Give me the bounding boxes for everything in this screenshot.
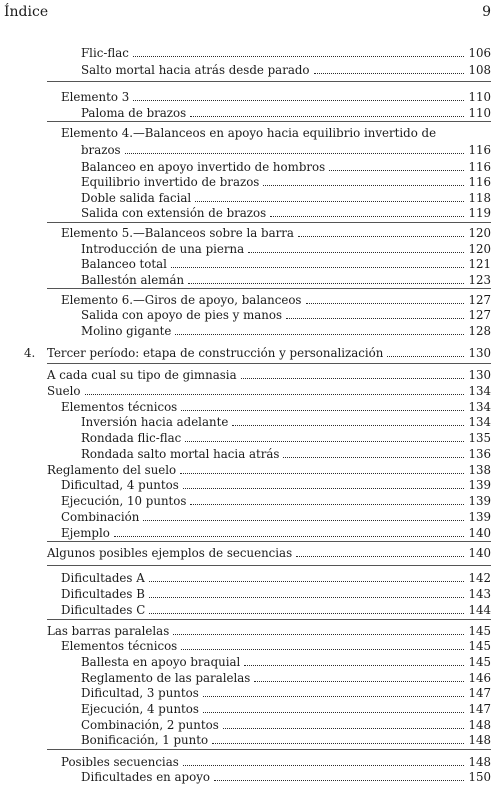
toc-entry-title: Las barras paralelas bbox=[47, 624, 170, 638]
toc-entry-title: Suelo bbox=[47, 384, 81, 398]
toc-entry-page: 110 bbox=[468, 106, 491, 120]
toc-entry-title: Elemento 4.—Balanceos en apoyo hacia equilibrio invertido de bbox=[61, 126, 437, 140]
section-divider bbox=[47, 363, 491, 364]
toc-entry[interactable] bbox=[81, 324, 491, 339]
toc-entry[interactable] bbox=[61, 494, 491, 509]
toc-entry-page: 139 bbox=[468, 478, 491, 492]
toc-entry[interactable] bbox=[47, 368, 491, 383]
toc-entry-title: Paloma de brazos bbox=[81, 106, 187, 120]
toc-entry-title: A cada cual su tipo de gimnasia bbox=[47, 368, 237, 382]
toc-entry-page: 148 bbox=[468, 733, 491, 747]
toc-entry-page: 120 bbox=[468, 226, 491, 240]
toc-entry-title: Elemento 6.—Giros de apoyo, balanceos bbox=[61, 293, 302, 307]
dot-leader bbox=[212, 733, 464, 744]
toc-entry-page: 147 bbox=[468, 686, 491, 700]
toc-entry-page: 130 bbox=[468, 368, 491, 382]
toc-entry-title: Algunos posibles ejemplos de secuencias bbox=[47, 546, 293, 560]
toc-entry-title: Salida con apoyo de pies y manos bbox=[81, 308, 283, 322]
toc-entry[interactable] bbox=[81, 655, 491, 670]
dot-leader bbox=[173, 624, 464, 635]
toc-entry-title: Elemento 3 bbox=[61, 90, 130, 104]
dot-leader bbox=[248, 242, 464, 253]
toc-entry-title: Dificultades B bbox=[61, 587, 145, 601]
toc-entry[interactable] bbox=[81, 273, 491, 288]
toc-entry-title: Elementos técnicos bbox=[61, 639, 178, 653]
toc-entry-title: Combinación, 2 puntos bbox=[81, 718, 219, 732]
toc-entry-page: 127 bbox=[468, 293, 491, 307]
toc-entry-title: Rondada flic-flac bbox=[81, 431, 182, 445]
dot-leader bbox=[125, 143, 465, 154]
toc-entry-page: 108 bbox=[468, 63, 491, 77]
toc-entry-page: 150 bbox=[468, 770, 491, 784]
toc-entry-page: 116 bbox=[468, 160, 491, 174]
dot-leader bbox=[85, 384, 465, 395]
dot-leader bbox=[180, 463, 464, 474]
toc-entry-page: 134 bbox=[468, 384, 491, 398]
section-divider bbox=[47, 288, 491, 289]
dot-leader bbox=[263, 175, 464, 186]
dot-leader bbox=[283, 447, 464, 458]
toc-entry[interactable] bbox=[47, 546, 491, 561]
toc-entry[interactable] bbox=[81, 143, 491, 158]
toc-entry-title: Doble salida facial bbox=[81, 191, 192, 205]
toc-entry[interactable] bbox=[81, 257, 491, 272]
toc-entry-page: 139 bbox=[468, 510, 491, 524]
toc-entry[interactable] bbox=[61, 400, 491, 415]
dot-leader bbox=[306, 293, 465, 304]
toc-entry[interactable] bbox=[61, 639, 491, 654]
toc-entry[interactable] bbox=[61, 755, 491, 770]
toc-entry-page: 121 bbox=[468, 257, 491, 271]
dot-leader bbox=[149, 587, 465, 598]
dot-leader bbox=[175, 324, 464, 335]
dot-leader bbox=[254, 671, 464, 682]
section-divider bbox=[47, 81, 491, 82]
section-divider bbox=[47, 541, 491, 542]
section-divider bbox=[47, 619, 491, 620]
toc-entry[interactable] bbox=[61, 571, 491, 586]
dot-leader bbox=[244, 655, 464, 666]
toc-entry-page: 147 bbox=[468, 702, 491, 716]
toc-entry-title: Salto mortal hacia atrás desde parado bbox=[81, 63, 310, 77]
toc-entry-title: Elementos técnicos bbox=[61, 400, 178, 414]
toc-entry-title: Flic-flac bbox=[81, 46, 129, 60]
dot-leader bbox=[183, 755, 465, 766]
toc-entry-page: 106 bbox=[468, 46, 491, 60]
dot-leader bbox=[181, 639, 464, 650]
toc-entry-page: 130 bbox=[468, 346, 491, 360]
dot-leader bbox=[298, 226, 465, 237]
toc-entry[interactable] bbox=[61, 293, 491, 308]
toc-entry-page: 140 bbox=[468, 546, 491, 560]
toc-entry[interactable] bbox=[81, 733, 491, 748]
toc-entry-page: 136 bbox=[468, 447, 491, 461]
toc-entry-page: 116 bbox=[468, 143, 491, 157]
toc-entry[interactable] bbox=[61, 510, 491, 525]
toc-entry-page: 148 bbox=[468, 755, 491, 769]
toc-entry[interactable] bbox=[81, 175, 491, 190]
toc-entry[interactable] bbox=[81, 686, 491, 701]
toc-entry-title: Ejecución, 10 puntos bbox=[61, 494, 187, 508]
dot-leader bbox=[203, 686, 465, 697]
toc-entry-page: 145 bbox=[468, 624, 491, 638]
dot-leader bbox=[241, 368, 465, 379]
toc-entry-title: Bonificación, 1 punto bbox=[81, 733, 209, 747]
chapter-number: 4. bbox=[24, 346, 36, 360]
dot-leader bbox=[387, 346, 464, 357]
toc-entry-title: Combinación bbox=[61, 510, 140, 524]
toc-entry-title: Salida con extensión de brazos bbox=[81, 206, 267, 220]
section-divider bbox=[47, 222, 491, 223]
toc-entry-page: 120 bbox=[468, 242, 491, 256]
toc-entry-page: 138 bbox=[468, 463, 491, 477]
toc-entry-title: Balanceo total bbox=[81, 257, 167, 271]
toc-entry[interactable] bbox=[81, 702, 491, 717]
toc-entry-page: 134 bbox=[468, 415, 491, 429]
dot-leader bbox=[114, 526, 465, 537]
toc-entry-title: Dificultad, 4 puntos bbox=[61, 478, 179, 492]
toc-entry-page: 148 bbox=[468, 718, 491, 732]
toc-entry-title: Ejecución, 4 puntos bbox=[81, 702, 199, 716]
toc-entry-page: 143 bbox=[468, 587, 491, 601]
toc-entry-title: Balanceo en apoyo invertido de hombros bbox=[81, 160, 326, 174]
page-number: 9 bbox=[482, 4, 491, 20]
toc-entry-page: 128 bbox=[468, 324, 491, 338]
toc-entry[interactable] bbox=[47, 346, 491, 361]
toc-entry-title: Dificultades en apoyo bbox=[81, 770, 210, 784]
dot-leader bbox=[190, 494, 464, 505]
toc-entry[interactable] bbox=[61, 478, 491, 493]
toc-entry-page: 134 bbox=[468, 400, 491, 414]
toc-entry[interactable] bbox=[61, 90, 491, 105]
toc-entry[interactable] bbox=[81, 106, 491, 121]
toc-entry[interactable] bbox=[61, 526, 491, 541]
toc-entry-page: 110 bbox=[468, 90, 491, 104]
toc-entry[interactable] bbox=[81, 770, 491, 785]
toc-entry-title: Reglamento de las paralelas bbox=[81, 671, 251, 685]
toc-entry-title: Dificultades C bbox=[61, 603, 146, 617]
dot-leader bbox=[190, 106, 464, 117]
toc-entry[interactable] bbox=[81, 46, 491, 61]
toc-entry-page: 142 bbox=[468, 571, 491, 585]
toc-entry-page: 127 bbox=[468, 308, 491, 322]
page-title: Índice bbox=[4, 4, 49, 20]
toc-entry-page: 145 bbox=[468, 639, 491, 653]
toc-entry-page: 119 bbox=[468, 206, 491, 220]
toc-entry-title: Tercer período: etapa de construcción y personalización bbox=[47, 346, 384, 360]
toc-entry[interactable] bbox=[81, 415, 491, 430]
toc-entry-page: 123 bbox=[468, 273, 491, 287]
toc-entry[interactable] bbox=[61, 587, 491, 602]
dot-leader bbox=[149, 603, 464, 614]
toc-entry-title: Molino gigante bbox=[81, 324, 172, 338]
toc-entry[interactable] bbox=[81, 206, 491, 221]
toc-entry[interactable] bbox=[81, 718, 491, 733]
toc-entry[interactable] bbox=[61, 126, 491, 141]
section-divider bbox=[47, 749, 491, 750]
toc-entry[interactable] bbox=[81, 447, 491, 462]
toc-entry[interactable] bbox=[81, 431, 491, 446]
toc-entry[interactable] bbox=[47, 624, 491, 639]
dot-leader bbox=[143, 510, 464, 521]
dot-leader bbox=[195, 191, 464, 202]
toc-entry[interactable] bbox=[47, 384, 491, 399]
toc-entry[interactable] bbox=[81, 191, 491, 206]
dot-leader bbox=[214, 770, 464, 781]
toc-entry-title: Equilibrio invertido de brazos bbox=[81, 175, 260, 189]
section-divider bbox=[47, 121, 491, 122]
dot-leader bbox=[171, 257, 465, 268]
dot-leader bbox=[314, 63, 465, 74]
dot-leader bbox=[270, 206, 464, 217]
toc-entry-title: Dificultad, 3 puntos bbox=[81, 686, 199, 700]
toc-entry-title: Rondada salto mortal hacia atrás bbox=[81, 447, 280, 461]
toc-entry-page: 144 bbox=[468, 603, 491, 617]
toc-entry-page: 135 bbox=[468, 431, 491, 445]
toc-entry[interactable] bbox=[61, 226, 491, 241]
toc-entry[interactable] bbox=[81, 308, 491, 323]
toc-entry-page: 116 bbox=[468, 175, 491, 189]
toc-entry[interactable] bbox=[81, 63, 491, 78]
dot-leader bbox=[223, 718, 465, 729]
dot-leader bbox=[183, 478, 465, 489]
toc-entry-title: Dificultades A bbox=[61, 571, 145, 585]
dot-leader bbox=[185, 431, 464, 442]
toc-entry-page: 139 bbox=[468, 494, 491, 508]
dot-leader bbox=[133, 90, 464, 101]
toc-entry-title: Ballesta en apoyo braquial bbox=[81, 655, 241, 669]
dot-leader bbox=[286, 308, 464, 319]
toc-entry[interactable] bbox=[81, 242, 491, 257]
toc-entry-title: Posibles secuencias bbox=[61, 755, 179, 769]
dot-leader bbox=[133, 46, 465, 57]
toc-entry-title: Elemento 5.—Balanceos sobre la barra bbox=[61, 226, 294, 240]
toc-entry[interactable] bbox=[81, 671, 491, 686]
dot-leader bbox=[232, 415, 464, 426]
dot-leader bbox=[203, 702, 465, 713]
dot-leader bbox=[329, 160, 464, 171]
toc-entry-page: 118 bbox=[468, 191, 491, 205]
toc-entry-page: 140 bbox=[468, 526, 491, 540]
dot-leader bbox=[188, 273, 464, 284]
toc-entry[interactable] bbox=[61, 603, 491, 618]
toc-entry-title: Ejemplo bbox=[61, 526, 110, 540]
section-divider bbox=[47, 565, 491, 566]
toc-entry[interactable] bbox=[81, 160, 491, 175]
toc-entry-title: brazos bbox=[81, 143, 121, 157]
toc-entry-title: Ballestón alemán bbox=[81, 273, 185, 287]
toc-entry-title: Reglamento del suelo bbox=[47, 463, 177, 477]
toc-entry[interactable] bbox=[47, 463, 491, 478]
toc-entry-page: 145 bbox=[468, 655, 491, 669]
dot-leader bbox=[181, 400, 464, 411]
dot-leader bbox=[149, 571, 465, 582]
toc-entry-title: Introducción de una pierna bbox=[81, 242, 245, 256]
toc-entry-title: Inversión hacia adelante bbox=[81, 415, 229, 429]
dot-leader bbox=[296, 546, 464, 557]
toc-entry-page: 146 bbox=[468, 671, 491, 685]
